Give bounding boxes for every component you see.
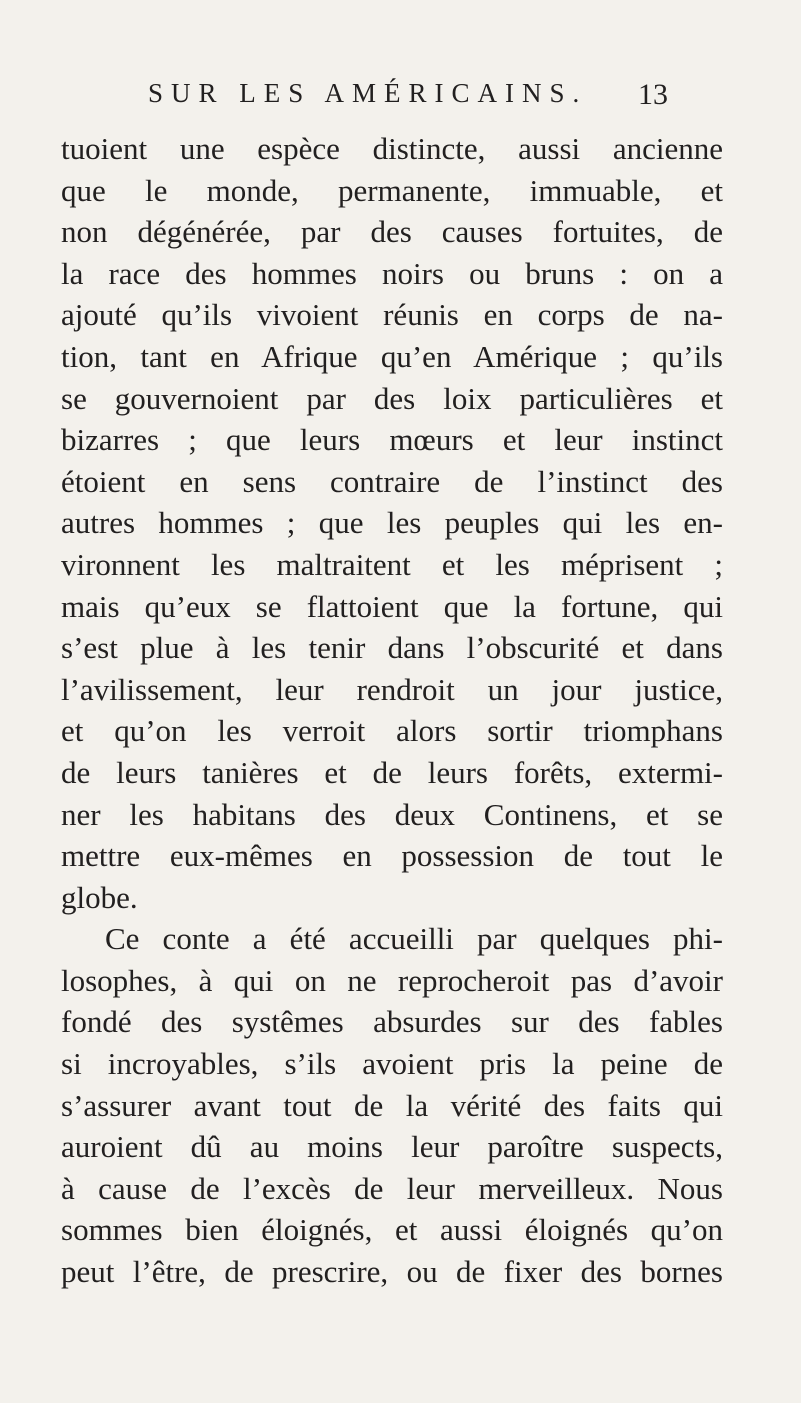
text-line: fondé des systêmes absurdes sur des fables (61, 1004, 723, 1040)
text-line: s’est plue à les tenir dans l’obscurité et dans (61, 630, 723, 666)
text-line: que le monde, permanente, immuable, et (61, 172, 723, 208)
text-line: tuoient une espèce distincte, aussi ancienne (61, 131, 723, 166)
text-line: vironnent les maltraitent et les méprisent ; (61, 546, 723, 582)
running-title: SUR LES AMÉRICAINS. (148, 78, 588, 108)
text-line: bizarres ; que leurs mœurs et leur instinct (61, 422, 723, 458)
text-line: la race des hommes noirs ou bruns : on a (61, 255, 723, 291)
text-line: non dégénérée, par des causes fortuites, de (61, 214, 723, 250)
text-line: si incroyables, s’ils avoient pris la peine de (61, 1046, 723, 1082)
paragraph-end-line: globe. (61, 879, 138, 915)
text-line: sommes bien éloignés, et aussi éloignés qu’on (61, 1212, 723, 1248)
text-line: à cause de l’excès de leur merveilleux. Nous (61, 1170, 723, 1206)
text-line: ner les habitans des deux Continens, et se (61, 796, 723, 832)
text-line: autres hommes ; que les peuples qui les en- (61, 505, 723, 541)
page-number: 13 (638, 78, 668, 111)
text-line: losophes, à qui on ne reprocheroit pas d’avoir (61, 962, 723, 998)
text-line: tion, tant en Afrique qu’en Amérique ; qu’ils (61, 338, 723, 374)
body-text (61, 128, 723, 1293)
paragraph-start-line: Ce conte a été accueilli par quelques phi- (105, 921, 723, 957)
text-line: mettre eux-mêmes en possession de tout le (61, 838, 723, 874)
text-line: mais qu’eux se flattoient que la fortune, qui (61, 588, 723, 624)
text-line: étoient en sens contraire de l’instinct des (61, 463, 723, 499)
text-line: de leurs tanières et de leurs forêts, extermi- (61, 754, 723, 790)
text-line: et qu’on les verroit alors sortir triomphans (61, 713, 723, 749)
running-header (148, 78, 668, 118)
text-line: ajouté qu’ils vivoient réunis en corps de na- (61, 297, 723, 333)
text-line: auroient dû au moins leur paroître suspects, (61, 1129, 723, 1165)
text-line: l’avilissement, leur rendroit un jour justice, (61, 671, 723, 707)
text-line: s’assurer avant tout de la vérité des faits qui (61, 1087, 723, 1123)
text-line: peut l’être, de prescrire, ou de fixer des bornes (61, 1254, 723, 1290)
text-line: se gouvernoient par des loix particulières et (61, 380, 723, 416)
